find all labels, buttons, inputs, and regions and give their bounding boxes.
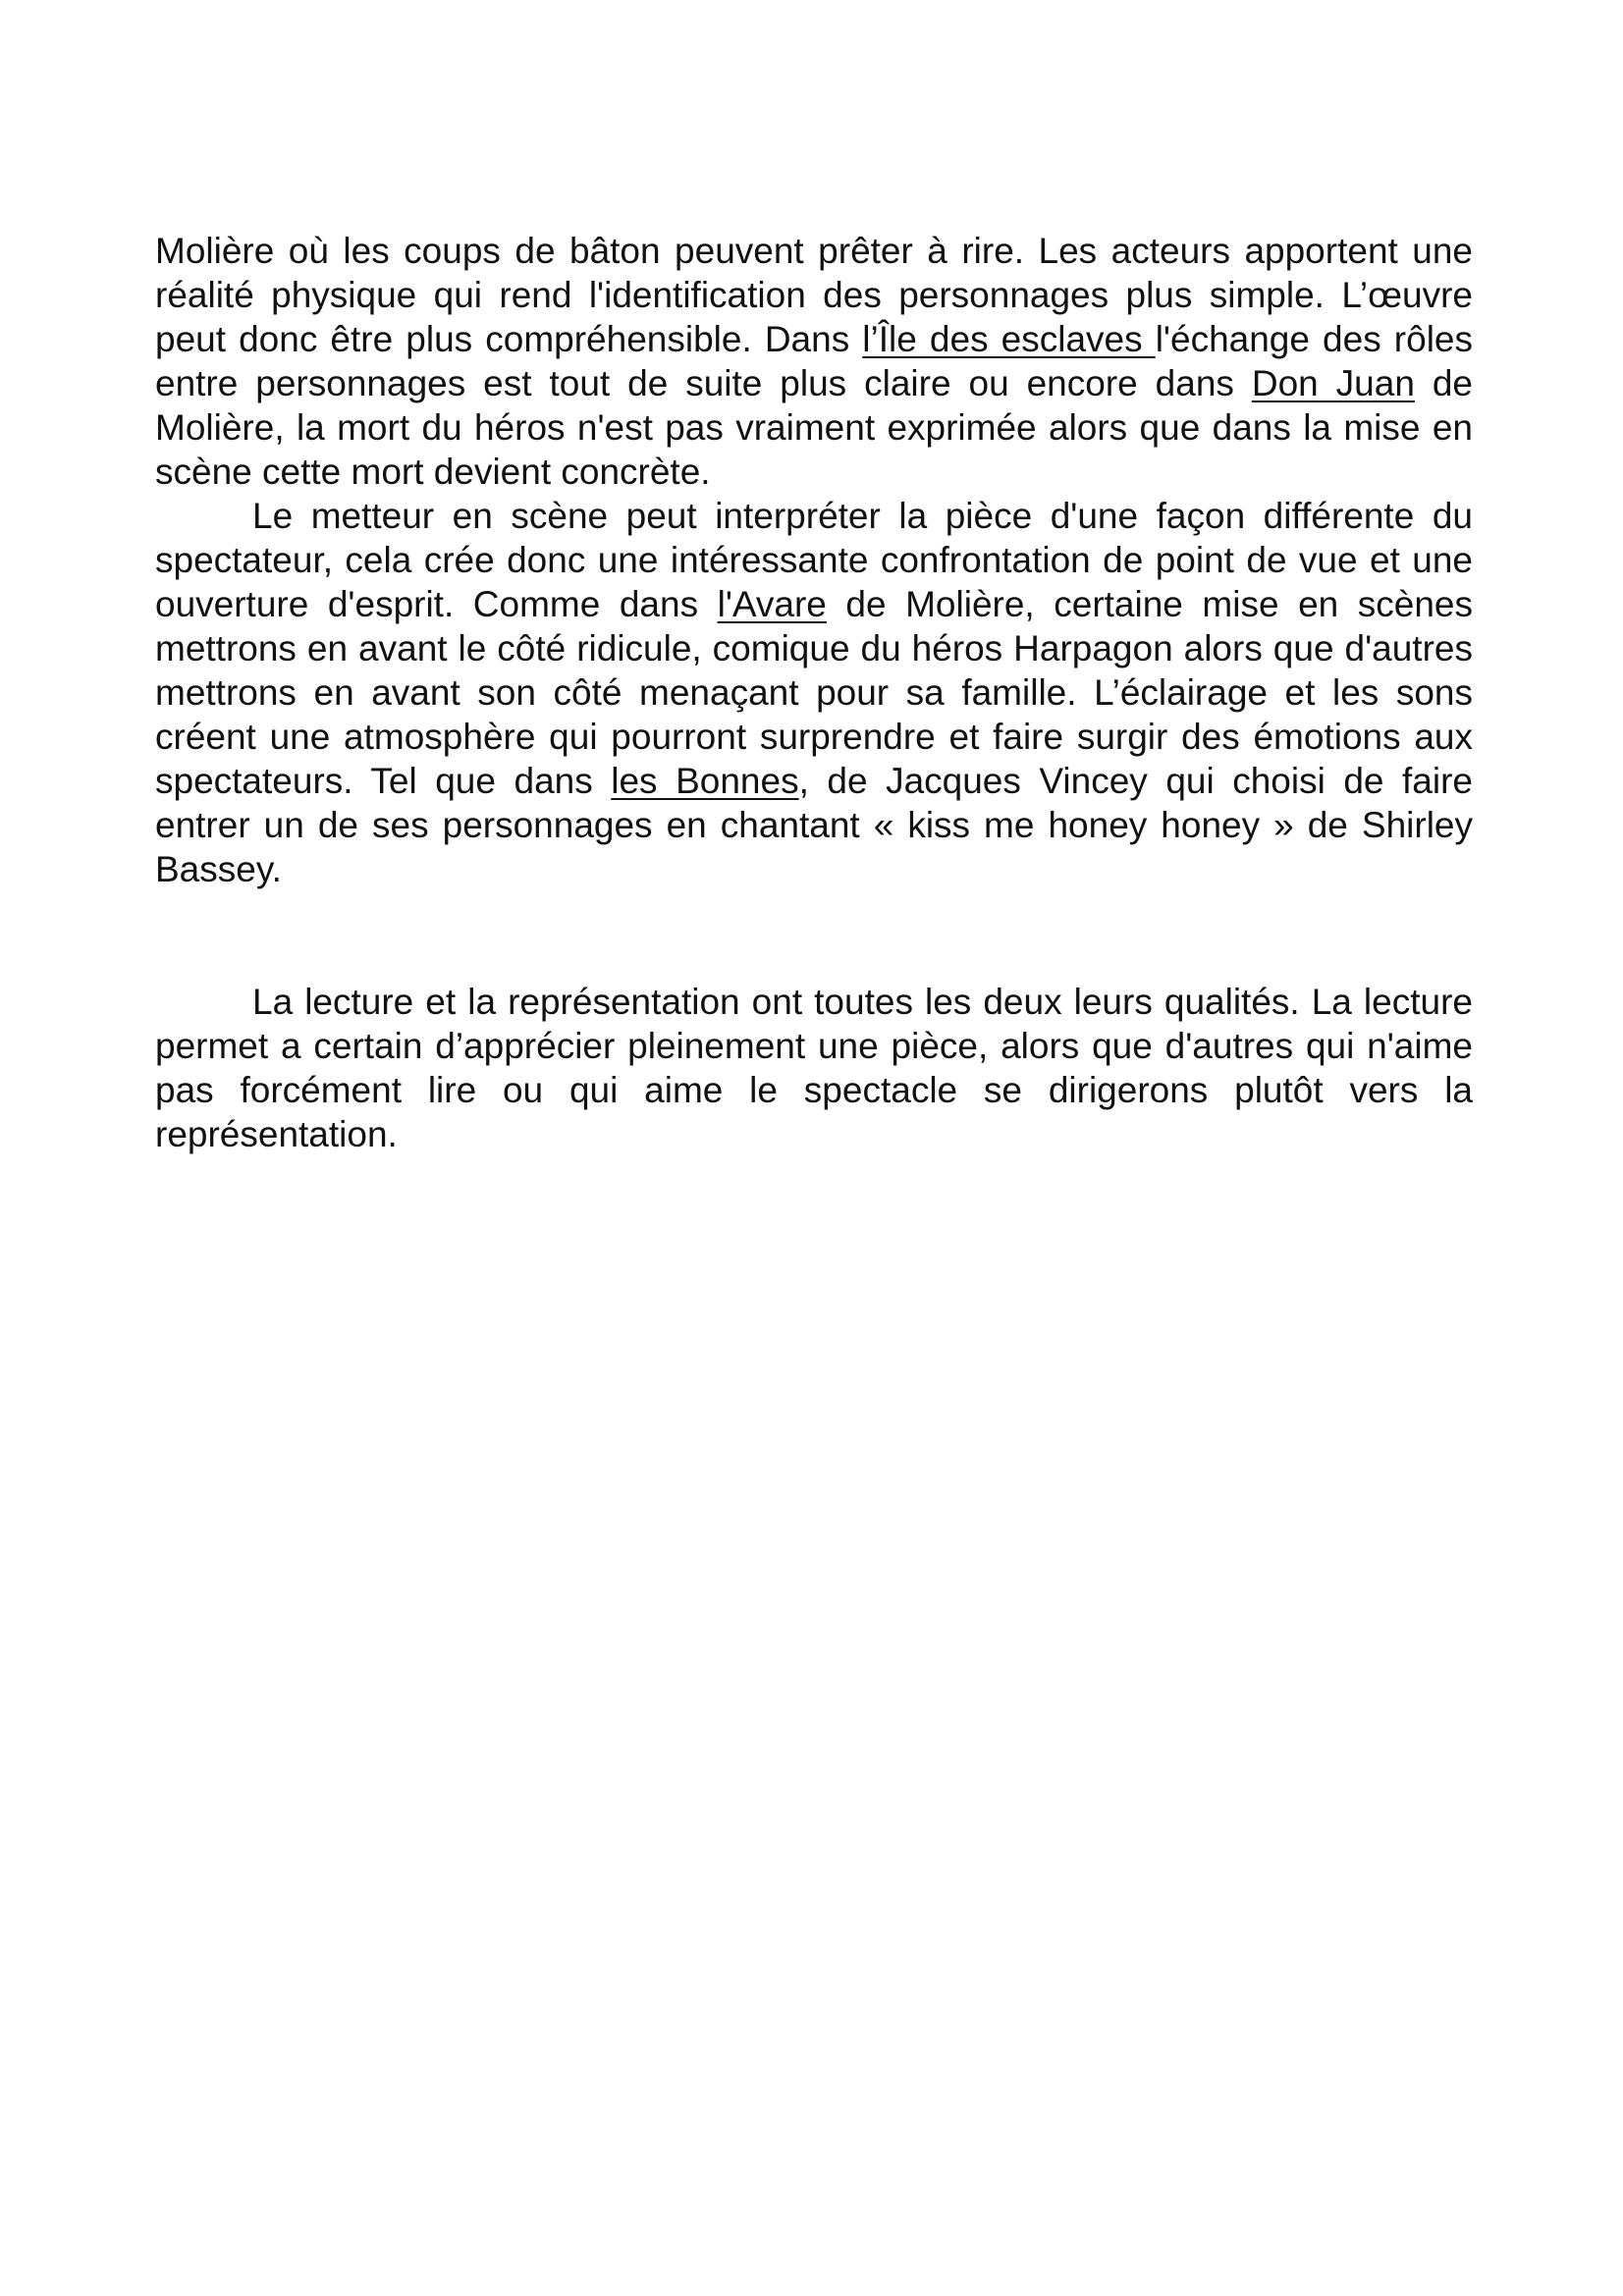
paragraph-2-text-a: Le metteur en scène peut interpréter la pièce d'une façon différente du spectateur, cela crée donc une intéressante confrontation de point de vue et une ouverture d'esprit. Comme dans — [155, 496, 1473, 624]
paragraph-1 — [155, 229, 1473, 494]
paragraph-2 — [155, 494, 1473, 891]
paragraph-spacer — [155, 891, 1473, 980]
paragraph-1-text-c: de Molière, la mort du héros n'est pas vraiment exprimée alors que dans la mise en scène cette mort devient concrète. — [155, 363, 1474, 492]
title-les-bonnes: les Bonnes — [611, 761, 799, 801]
paragraph-3 — [155, 980, 1473, 1156]
paragraph-1-text-a: Molière où les coups de bâton peuvent prêter à rire. Les acteurs apportent une réalité physique qui rend l'identification des personnages plus simple. L’œuvre peut donc être plus compréhensible. Dans — [155, 231, 1473, 359]
paragraph-2-text-b: de Molière, certaine mise en scènes mettrons en avant le côté ridicule, comique du héros Harpagon alors que d'autres mettrons en avant son côté menaçant pour sa famille. L’éclairage et les sons créent une atmosphère qui pourront surprendre et faire surgir des émotions aux spectateurs. Tel que dans — [155, 584, 1473, 801]
document-body — [155, 229, 1473, 1156]
title-l-avare: l'Avare — [717, 584, 827, 624]
title-ile-des-esclaves: l’Île des esclaves — [862, 319, 1156, 359]
paragraph-1-text-b: l'échange des rôles entre personnages est tout de suite plus claire ou encore dans — [155, 319, 1473, 403]
paragraph-2-text-c: , de Jacques Vincey qui choisi de faire entrer un de ses personnages en chantant « kiss me honey honey » de Shirley Bassey. — [155, 761, 1473, 889]
paragraph-3-text: La lecture et la représentation ont toutes les deux leurs qualités. La lecture permet a certain d’apprécier pleinement une pièce, alors que d'autres qui n'aime pas forcément lire ou qui aime le spectacle se dirigerons plutôt vers la représentation. — [155, 982, 1473, 1154]
title-don-juan: Don Juan — [1251, 363, 1415, 403]
